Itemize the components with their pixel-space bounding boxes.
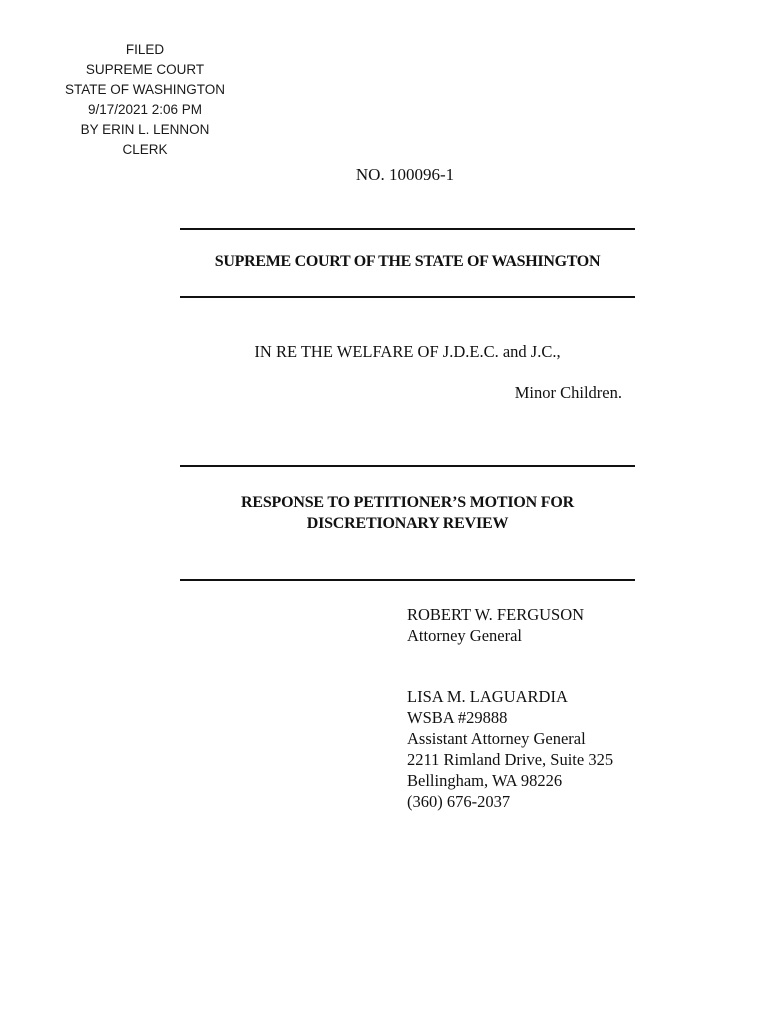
stamp-line-filed: FILED bbox=[125, 42, 165, 57]
filing-stamp bbox=[40, 40, 250, 160]
case-number: NO. 100096-1 bbox=[355, 165, 455, 184]
stamp-line-clerk: CLERK bbox=[122, 142, 168, 157]
divider-before-title bbox=[180, 465, 635, 467]
counsel-title: Assistant Attorney General bbox=[407, 729, 586, 748]
counsel-phone: (360) 676-2037 bbox=[407, 792, 511, 811]
counsel-name: LISA M. LAGUARDIA bbox=[407, 687, 568, 706]
counsel-wsba: WSBA #29888 bbox=[407, 708, 508, 727]
document-title-line-1: RESPONSE TO PETITIONER’S MOTION FOR bbox=[241, 494, 574, 511]
counsel-block bbox=[407, 686, 667, 812]
document-title-line-2: DISCRETIONARY REVIEW bbox=[306, 515, 509, 532]
case-caption: IN RE THE WELFARE OF J.D.E.C. and J.C., bbox=[254, 342, 561, 361]
divider-after-title bbox=[180, 579, 635, 581]
attorney-general-block bbox=[407, 604, 667, 646]
stamp-line-court: SUPREME COURT bbox=[85, 62, 205, 77]
stamp-line-state: STATE OF WASHINGTON bbox=[64, 82, 225, 97]
stamp-line-by: BY ERIN L. LENNON bbox=[80, 122, 210, 137]
counsel-address-line-2: Bellingham, WA 98226 bbox=[407, 771, 563, 790]
divider-top bbox=[180, 228, 635, 230]
document-title bbox=[180, 492, 635, 534]
stamp-line-datetime: 9/17/2021 2:06 PM bbox=[87, 102, 203, 117]
attorney-general-name: ROBERT W. FERGUSON bbox=[407, 605, 585, 624]
court-name: SUPREME COURT OF THE STATE OF WASHINGTON bbox=[214, 253, 601, 270]
divider-after-court bbox=[180, 296, 635, 298]
counsel-address-line-1: 2211 Rimland Drive, Suite 325 bbox=[407, 750, 614, 769]
caption-party: Minor Children. bbox=[514, 383, 622, 402]
attorney-general-title: Attorney General bbox=[407, 626, 522, 645]
